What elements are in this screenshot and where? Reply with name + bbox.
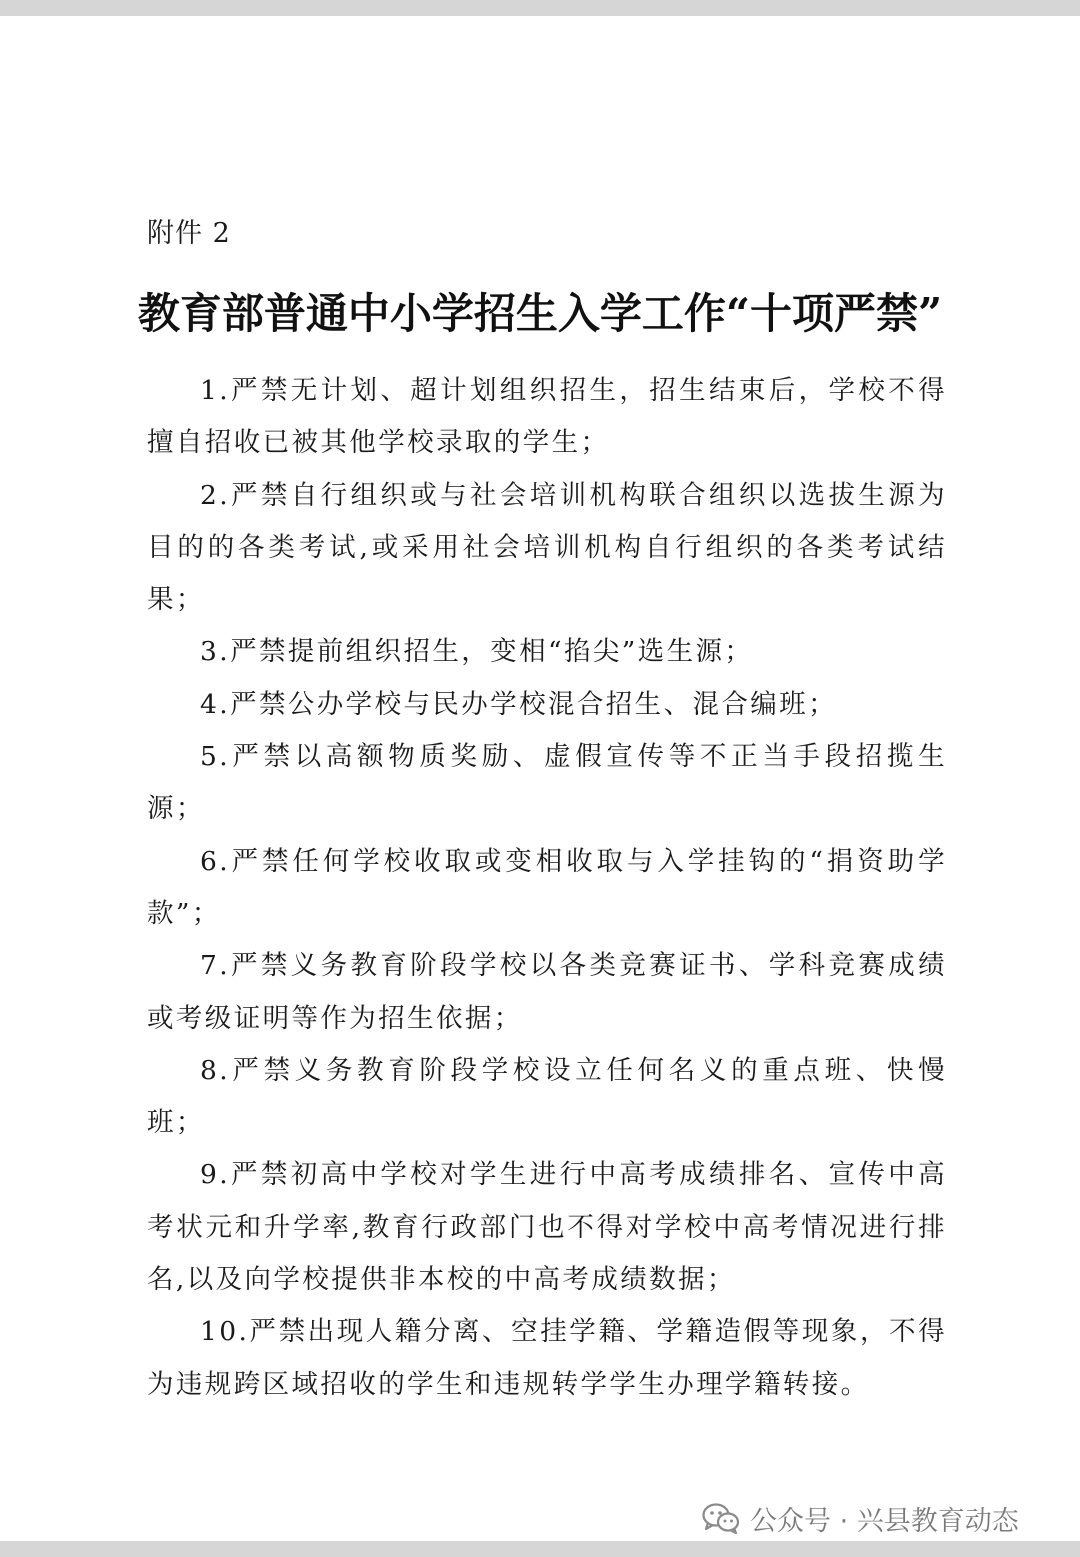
watermark-text: 公众号 · 兴县教育动态 [750,1505,1019,1537]
list-item: 4.严禁公办学校与民办学校混合招生、混合编班； [200,688,837,720]
list-item: 3.严禁提前组织招生，变相“掐尖”选生源； [200,636,754,668]
list-item: 2.严禁自行组织或与社会培训机构联合组织以选拔生源为目的的各类考试,或采用社会培训机构自行组织的各类考试结果； [147,479,947,616]
list-item: 10.严禁出现人籍分离、空挂学籍、学籍造假等现象，不得为违规跨区域招收的学生和违规转学学生办理学籍转接。 [147,1316,947,1400]
wechat-icon [702,1502,740,1534]
wechat-watermark [702,1496,1019,1540]
list-item: 5.严禁以高额物质奖励、虚假宣传等不正当手段招揽生源； [147,741,947,825]
list-item: 1.严禁无计划、超计划组织招生，招生结束后，学校不得擅自招收已被其他学校录取的学生； [147,375,947,459]
list-item: 9.严禁初高中学校对学生进行中高考成绩排名、宣传中高考状元和升学率,教育行政部门也不得对学校中高考情况进行排名,以及向学校提供非本校的中高考成绩数据； [147,1159,947,1296]
prohibition-list [147,365,947,1411]
list-item: 7.严禁义务教育阶段学校以各类竞赛证书、学科竞赛成绩或考级证明等作为招生依据； [147,950,947,1034]
list-item: 6.严禁任何学校收取或变相收取与入学挂钩的“捐资助学款”； [147,845,947,929]
bottom-border-band [0,1541,1080,1557]
attachment-label: 附件 2 [147,218,231,249]
document-title: 教育部普通中小学招生入学工作“十项严禁” [137,289,943,338]
list-item: 8.严禁义务教育阶段学校设立任何名义的重点班、快慢班； [147,1054,947,1139]
